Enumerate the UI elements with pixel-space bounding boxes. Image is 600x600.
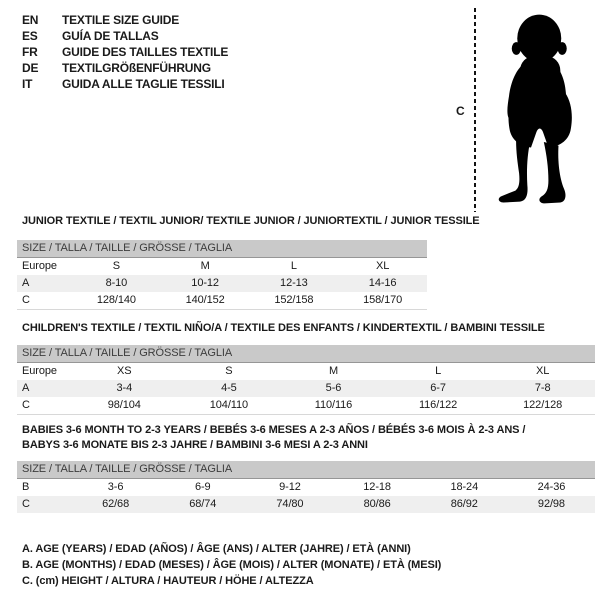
section-title-line: CHILDREN'S TEXTILE / TEXTIL NIÑO/A / TEXTILE DES ENFANTS / KINDERTEXTIL / BAMBINI TESSILE [22, 322, 545, 334]
footnote-legend [22, 541, 441, 589]
size-cell: 92/98 [537, 498, 565, 510]
row-label: Europe [22, 260, 57, 272]
height-figure [455, 4, 600, 216]
size-cell: 12-13 [280, 277, 308, 289]
language-title: GUIDE DES TAILLES TEXTILE [62, 45, 229, 59]
table-row [17, 363, 595, 380]
row-label: Europe [22, 365, 57, 377]
size-cell: S [112, 260, 120, 272]
size-header-bar: SIZE / TALLA / TAILLE / GRÖSSE / TAGLIA [17, 345, 595, 363]
size-cell: M [200, 260, 210, 272]
row-label: C [22, 294, 30, 306]
size-header-bar: SIZE / TALLA / TAILLE / GRÖSSE / TAGLIA [17, 461, 595, 479]
row-label: B [22, 481, 30, 493]
size-cell: 62/68 [102, 498, 130, 510]
language-title-list [22, 12, 228, 92]
size-cell: 4-5 [221, 382, 237, 394]
size-cell: L [435, 365, 442, 377]
junior-size-table [17, 240, 427, 310]
table-row [17, 380, 595, 397]
footnote-b: B. AGE (MONTHS) / EDAD (MESES) / ÂGE (MOIS) / ALTER (MONATE) / ETÀ (MESI) [22, 559, 442, 571]
section-title-babies [22, 423, 525, 453]
children-size-table [17, 345, 595, 415]
size-cell: 122/128 [523, 399, 563, 411]
size-cell: S [225, 365, 233, 377]
size-cell: 8-10 [105, 277, 128, 289]
language-title: TEXTILE SIZE GUIDE [62, 13, 180, 27]
toddler-silhouette-icon [487, 6, 597, 212]
section-title-children [22, 321, 545, 336]
size-cell: 158/170 [363, 294, 403, 306]
size-cell: 12-18 [363, 481, 391, 493]
size-cell: 74/80 [276, 498, 304, 510]
size-cell: 68/74 [189, 498, 217, 510]
size-cell: 24-36 [537, 481, 566, 493]
size-cell: 14-16 [368, 277, 397, 289]
size-cell: 3-6 [107, 481, 124, 493]
size-cell: XL [375, 260, 390, 272]
row-label: A [22, 382, 30, 394]
babies-size-table [17, 461, 595, 513]
size-cell: 6-7 [430, 382, 446, 394]
table-row [17, 479, 595, 496]
language-code: EN [22, 13, 39, 27]
size-cell: 7-8 [534, 382, 551, 394]
size-cell: 128/140 [96, 294, 136, 306]
size-cell: 98/104 [107, 399, 141, 411]
size-cell: 18-24 [450, 481, 479, 493]
size-cell: L [290, 260, 297, 272]
size-cell: 5-6 [325, 382, 342, 394]
size-cell: 140/152 [185, 294, 225, 306]
language-row [22, 76, 228, 92]
language-code: FR [22, 45, 38, 59]
language-code: DE [22, 61, 39, 75]
row-label: C [22, 399, 30, 411]
language-title: GUÍA DE TALLAS [62, 29, 159, 43]
size-header-bar: SIZE / TALLA / TAILLE / GRÖSSE / TAGLIA [17, 240, 427, 258]
size-cell: 6-9 [194, 481, 211, 493]
table-row [17, 258, 427, 275]
section-title-line: BABIES 3-6 MONTH TO 2-3 YEARS / BEBÉS 3-6 MESES A 2-3 AÑOS / BÉBÉS 3-6 MOIS À 2-3 ANS / [22, 424, 526, 436]
table-row [17, 496, 595, 513]
height-measure-label: C [456, 104, 465, 118]
size-cell: 110/116 [314, 399, 353, 411]
footnote-a: A. AGE (YEARS) / EDAD (AÑOS) / ÂGE (ANS) / ALTER (JAHRE) / ETÀ (ANNI) [22, 543, 411, 555]
size-cell: 116/122 [418, 399, 458, 411]
language-row [22, 60, 228, 76]
row-label: C [22, 498, 30, 510]
size-cell: 3-4 [116, 382, 133, 394]
size-cell: 9-12 [279, 481, 301, 493]
size-cell: 80/86 [363, 498, 391, 510]
language-row [22, 44, 228, 60]
language-title: TEXTILGRÖßENFÜHRUNG [62, 61, 211, 75]
size-cell: M [328, 365, 339, 377]
size-cell: XS [117, 365, 132, 377]
size-cell: 10-12 [191, 277, 219, 289]
section-title-line: JUNIOR TEXTILE / TEXTIL JUNIOR/ TEXTILE JUNIOR / JUNIORTEXTIL / JUNIOR TESSILE [22, 215, 480, 227]
table-row [17, 275, 427, 292]
language-code: IT [22, 77, 33, 91]
language-row [22, 28, 228, 44]
section-title-line: BABYS 3-6 MONATE BIS 2-3 JAHRE / BAMBINI 3-6 MESI A 2-3 ANNI [22, 439, 368, 451]
language-code: ES [22, 29, 38, 43]
row-label: A [22, 277, 30, 289]
size-cell: XL [536, 365, 550, 377]
size-cell: 104/110 [209, 399, 249, 411]
language-title: GUIDA ALLE TAGLIE TESSILI [62, 77, 225, 91]
footnote-c: C. (cm) HEIGHT / ALTURA / HAUTEUR / HÖHE / ALTEZZA [22, 575, 314, 587]
height-measure-line [474, 8, 476, 212]
language-row [22, 12, 228, 28]
table-row [17, 292, 427, 310]
table-row [17, 397, 595, 415]
size-cell: 152/158 [274, 294, 314, 306]
section-title-junior [22, 214, 480, 229]
size-cell: 86/92 [450, 498, 478, 510]
